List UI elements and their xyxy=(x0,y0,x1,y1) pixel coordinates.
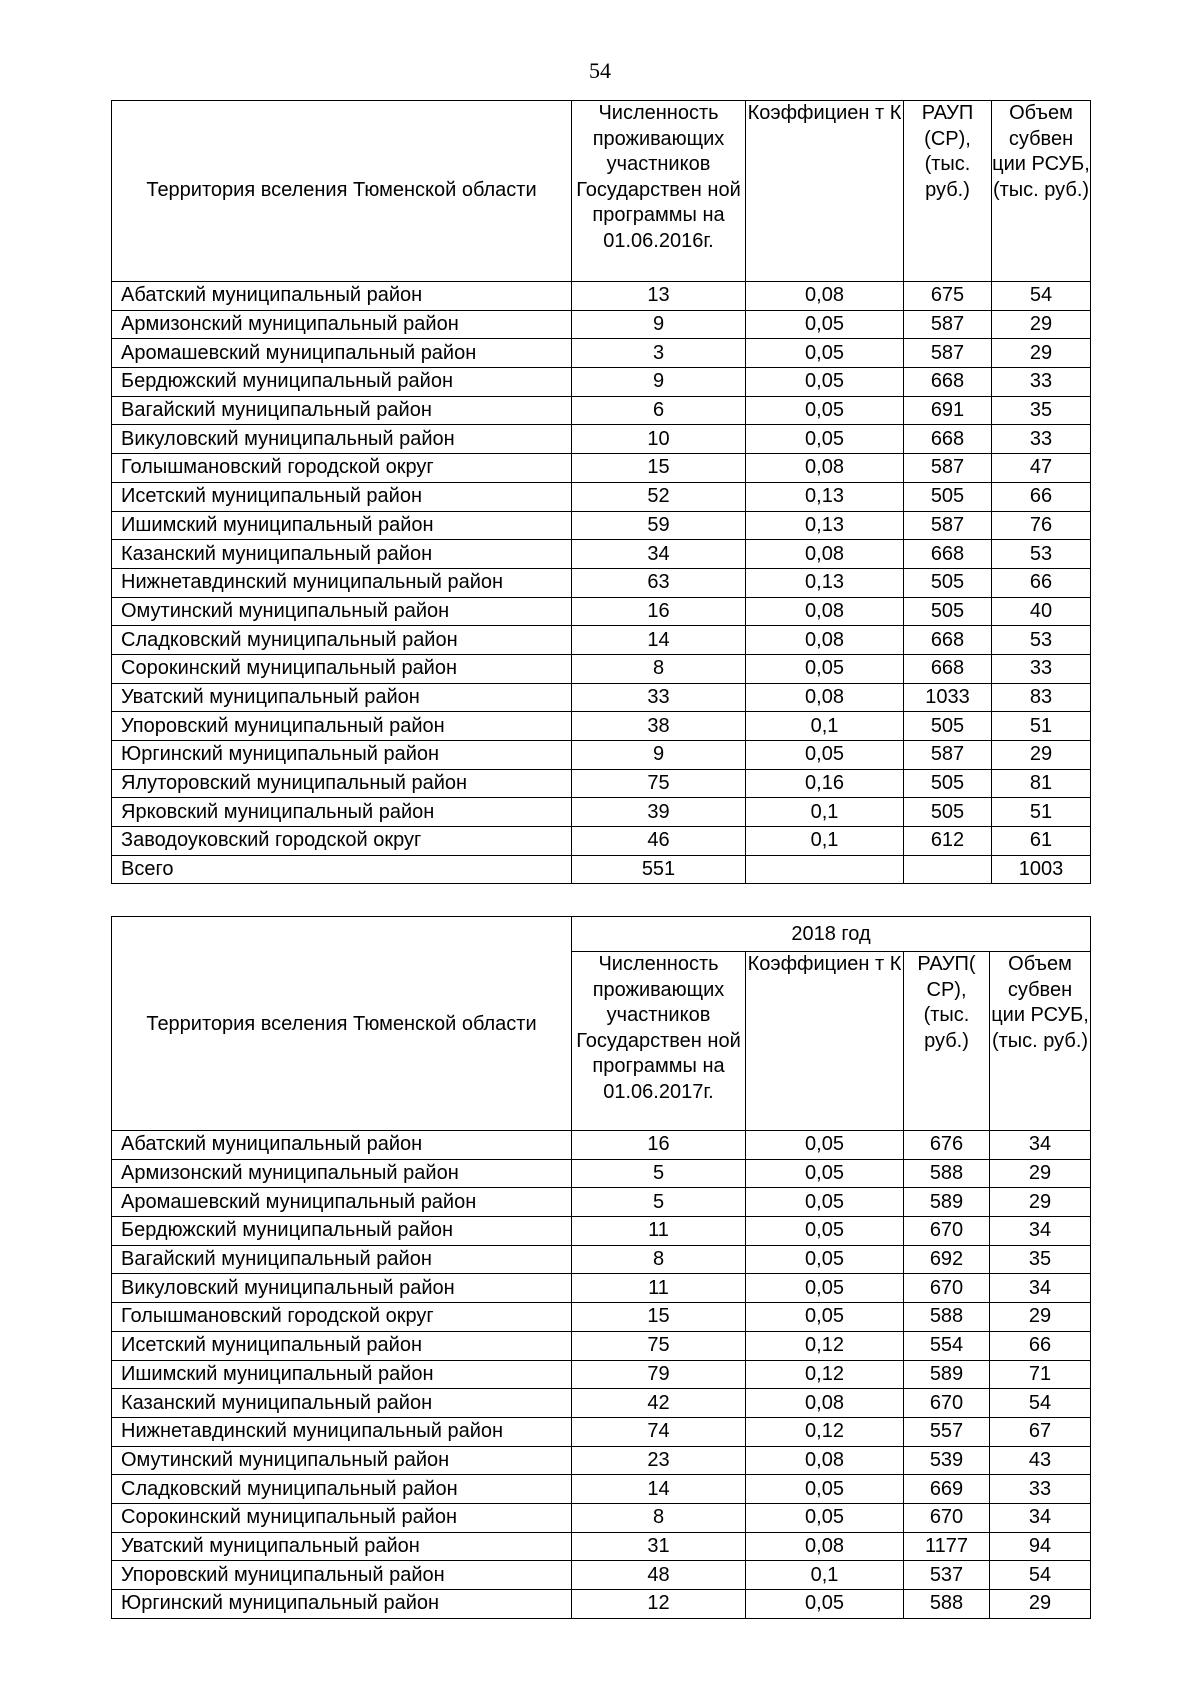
subvention-volume-cell: 33 xyxy=(992,654,1091,683)
raup-cell: 589 xyxy=(904,1360,990,1389)
table-row xyxy=(112,1245,1091,1274)
subvention-volume-cell: 29 xyxy=(992,339,1091,368)
coefficient-cell: 0,08 xyxy=(746,626,904,655)
table-row xyxy=(112,855,1091,884)
subvention-volume-cell: 29 xyxy=(992,741,1091,770)
coefficient-cell: 0,16 xyxy=(746,769,904,798)
coefficient-cell: 0,05 xyxy=(746,396,904,425)
table-row xyxy=(112,1159,1091,1188)
header-territory: Территория вселения Тюменской области xyxy=(112,917,572,1131)
header-raup: РАУП( СР), (тыс. руб.) xyxy=(904,952,990,1131)
header-raup: РАУП (СР), (тыс. руб.) xyxy=(904,101,992,282)
table-row xyxy=(112,310,1091,339)
raup-cell: 587 xyxy=(904,741,992,770)
participant-count-cell: 34 xyxy=(572,540,746,569)
raup-cell: 587 xyxy=(904,454,992,483)
coefficient-cell: 0,05 xyxy=(746,1274,904,1303)
territory-cell: Нижнетавдинский муниципальный район xyxy=(112,1417,572,1446)
coefficient-cell: 0,12 xyxy=(746,1331,904,1360)
coefficient-cell: 0,08 xyxy=(746,1532,904,1561)
territory-cell: Упоровский муниципальный район xyxy=(112,712,572,741)
subvention-table-2018 xyxy=(111,916,1091,1619)
table-row xyxy=(112,1446,1091,1475)
table-row xyxy=(112,396,1091,425)
table-body xyxy=(112,282,1091,884)
participant-count-cell: 15 xyxy=(572,454,746,483)
subvention-volume-cell: 66 xyxy=(990,1331,1091,1360)
subvention-volume-cell: 1003 xyxy=(992,855,1091,884)
table-row xyxy=(112,482,1091,511)
participant-count-cell: 6 xyxy=(572,396,746,425)
coefficient-cell: 0,05 xyxy=(746,1475,904,1504)
coefficient-cell: 0,08 xyxy=(746,1389,904,1418)
coefficient-cell: 0,1 xyxy=(746,712,904,741)
raup-cell: 676 xyxy=(904,1131,990,1160)
territory-cell: Исетский муниципальный район xyxy=(112,482,572,511)
participant-count-cell: 16 xyxy=(572,597,746,626)
territory-cell: Ишимский муниципальный район xyxy=(112,511,572,540)
coefficient-cell: 0,08 xyxy=(746,683,904,712)
subvention-volume-cell: 54 xyxy=(992,282,1091,311)
territory-cell: Сладковский муниципальный район xyxy=(112,1475,572,1504)
header-year: 2018 год xyxy=(572,917,1091,952)
table-row xyxy=(112,1532,1091,1561)
table-row xyxy=(112,741,1091,770)
subvention-volume-cell: 47 xyxy=(992,454,1091,483)
coefficient-cell: 0,05 xyxy=(746,1303,904,1332)
year-header-row xyxy=(112,917,1091,952)
table-row xyxy=(112,769,1091,798)
coefficient-cell: 0,05 xyxy=(746,1131,904,1160)
coefficient-cell xyxy=(746,855,904,884)
subvention-volume-cell: 61 xyxy=(992,827,1091,856)
participant-count-cell: 551 xyxy=(572,855,746,884)
subvention-volume-cell: 83 xyxy=(992,683,1091,712)
participant-count-cell: 79 xyxy=(572,1360,746,1389)
raup-cell: 668 xyxy=(904,626,992,655)
raup-cell: 505 xyxy=(904,482,992,511)
coefficient-cell: 0,08 xyxy=(746,540,904,569)
participant-count-cell: 74 xyxy=(572,1417,746,1446)
coefficient-cell: 0,12 xyxy=(746,1417,904,1446)
subvention-volume-cell: 40 xyxy=(992,597,1091,626)
raup-cell: 668 xyxy=(904,654,992,683)
raup-cell: 589 xyxy=(904,1188,990,1217)
raup-cell: 554 xyxy=(904,1331,990,1360)
header-subvention-volume: Объем субвен ции РСУБ, (тыс. руб.) xyxy=(990,952,1091,1131)
table-row xyxy=(112,683,1091,712)
participant-count-cell: 16 xyxy=(572,1131,746,1160)
table-row xyxy=(112,568,1091,597)
coefficient-cell: 0,05 xyxy=(746,654,904,683)
table-row xyxy=(112,1503,1091,1532)
coefficient-cell: 0,05 xyxy=(746,1159,904,1188)
subvention-volume-cell: 33 xyxy=(992,368,1091,397)
subvention-volume-cell: 54 xyxy=(990,1561,1091,1590)
territory-cell: Заводоуковский городской округ xyxy=(112,827,572,856)
territory-cell: Бердюжский муниципальный район xyxy=(112,1217,572,1246)
raup-cell: 668 xyxy=(904,368,992,397)
table-row xyxy=(112,368,1091,397)
participant-count-cell: 42 xyxy=(572,1389,746,1418)
participant-count-cell: 8 xyxy=(572,1503,746,1532)
raup-cell: 670 xyxy=(904,1389,990,1418)
table-row xyxy=(112,1331,1091,1360)
coefficient-cell: 0,1 xyxy=(746,827,904,856)
participant-count-cell: 14 xyxy=(572,626,746,655)
raup-cell: 692 xyxy=(904,1245,990,1274)
subvention-volume-cell: 29 xyxy=(992,310,1091,339)
territory-cell: Нижнетавдинский муниципальный район xyxy=(112,568,572,597)
raup-cell: 588 xyxy=(904,1303,990,1332)
raup-cell: 587 xyxy=(904,511,992,540)
table-row xyxy=(112,1131,1091,1160)
participant-count-cell: 39 xyxy=(572,798,746,827)
coefficient-cell: 0,12 xyxy=(746,1360,904,1389)
coefficient-cell: 0,05 xyxy=(746,339,904,368)
territory-cell: Абатский муниципальный район xyxy=(112,282,572,311)
subvention-volume-cell: 94 xyxy=(990,1532,1091,1561)
participant-count-cell: 52 xyxy=(572,482,746,511)
raup-cell: 670 xyxy=(904,1274,990,1303)
subvention-volume-cell: 34 xyxy=(990,1503,1091,1532)
subvention-volume-cell: 81 xyxy=(992,769,1091,798)
territory-cell: Упоровский муниципальный район xyxy=(112,1561,572,1590)
territory-cell: Аромашевский муниципальный район xyxy=(112,1188,572,1217)
coefficient-cell: 0,05 xyxy=(746,1188,904,1217)
territory-cell: Исетский муниципальный район xyxy=(112,1331,572,1360)
territory-cell: Казанский муниципальный район xyxy=(112,540,572,569)
table-row xyxy=(112,1475,1091,1504)
territory-cell: Голышмановский городской округ xyxy=(112,1303,572,1332)
coefficient-cell: 0,1 xyxy=(746,798,904,827)
raup-cell: 612 xyxy=(904,827,992,856)
coefficient-cell: 0,05 xyxy=(746,1503,904,1532)
header-participant-count: Численность проживающих участников Государствен ной программы на 01.06.2017г. xyxy=(572,952,746,1131)
territory-cell: Казанский муниципальный район xyxy=(112,1389,572,1418)
participant-count-cell: 48 xyxy=(572,1561,746,1590)
coefficient-cell: 0,05 xyxy=(746,741,904,770)
participant-count-cell: 23 xyxy=(572,1446,746,1475)
raup-cell: 537 xyxy=(904,1561,990,1590)
territory-cell: Омутинский муниципальный район xyxy=(112,597,572,626)
subvention-volume-cell: 29 xyxy=(990,1303,1091,1332)
table-row xyxy=(112,1188,1091,1217)
table-row xyxy=(112,540,1091,569)
territory-cell: Уватский муниципальный район xyxy=(112,683,572,712)
coefficient-cell: 0,05 xyxy=(746,310,904,339)
participant-count-cell: 8 xyxy=(572,1245,746,1274)
table-row xyxy=(112,1360,1091,1389)
participant-count-cell: 59 xyxy=(572,511,746,540)
territory-cell: Вагайский муниципальный район xyxy=(112,1245,572,1274)
territory-cell: Юргинский муниципальный район xyxy=(112,741,572,770)
territory-cell: Всего xyxy=(112,855,572,884)
territory-cell: Армизонский муниципальный район xyxy=(112,310,572,339)
territory-cell: Викуловский муниципальный район xyxy=(112,425,572,454)
raup-cell xyxy=(904,855,992,884)
raup-cell: 505 xyxy=(904,769,992,798)
table-row xyxy=(112,1217,1091,1246)
territory-cell: Сорокинский муниципальный район xyxy=(112,1503,572,1532)
subvention-volume-cell: 33 xyxy=(990,1475,1091,1504)
territory-cell: Сорокинский муниципальный район xyxy=(112,654,572,683)
participant-count-cell: 9 xyxy=(572,368,746,397)
subvention-volume-cell: 34 xyxy=(990,1217,1091,1246)
subvention-volume-cell: 29 xyxy=(990,1159,1091,1188)
table-header-row xyxy=(112,101,1091,282)
subvention-volume-cell: 29 xyxy=(990,1188,1091,1217)
table-row xyxy=(112,597,1091,626)
coefficient-cell: 0,08 xyxy=(746,454,904,483)
table-row xyxy=(112,712,1091,741)
raup-cell: 587 xyxy=(904,339,992,368)
table-row xyxy=(112,626,1091,655)
territory-cell: Ярковский муниципальный район xyxy=(112,798,572,827)
territory-cell: Аромашевский муниципальный район xyxy=(112,339,572,368)
raup-cell: 587 xyxy=(904,310,992,339)
subvention-volume-cell: 29 xyxy=(990,1590,1091,1619)
raup-cell: 669 xyxy=(904,1475,990,1504)
participant-count-cell: 46 xyxy=(572,827,746,856)
territory-cell: Уватский муниципальный район xyxy=(112,1532,572,1561)
subvention-volume-cell: 53 xyxy=(992,540,1091,569)
table-row xyxy=(112,1389,1091,1418)
raup-cell: 675 xyxy=(904,282,992,311)
territory-cell: Абатский муниципальный район xyxy=(112,1131,572,1160)
participant-count-cell: 75 xyxy=(572,1331,746,1360)
table-row xyxy=(112,654,1091,683)
subvention-volume-cell: 35 xyxy=(992,396,1091,425)
table-row xyxy=(112,827,1091,856)
raup-cell: 1033 xyxy=(904,683,992,712)
subvention-volume-cell: 66 xyxy=(992,568,1091,597)
subvention-volume-cell: 53 xyxy=(992,626,1091,655)
raup-cell: 691 xyxy=(904,396,992,425)
participant-count-cell: 10 xyxy=(572,425,746,454)
coefficient-cell: 0,05 xyxy=(746,1217,904,1246)
participant-count-cell: 9 xyxy=(572,741,746,770)
territory-cell: Омутинский муниципальный район xyxy=(112,1446,572,1475)
participant-count-cell: 9 xyxy=(572,310,746,339)
coefficient-cell: 0,13 xyxy=(746,482,904,511)
table-row xyxy=(112,1417,1091,1446)
table-row xyxy=(112,454,1091,483)
subvention-volume-cell: 54 xyxy=(990,1389,1091,1418)
table-row xyxy=(112,339,1091,368)
table-row xyxy=(112,1590,1091,1619)
coefficient-cell: 0,08 xyxy=(746,597,904,626)
participant-count-cell: 8 xyxy=(572,654,746,683)
table-row xyxy=(112,511,1091,540)
coefficient-cell: 0,05 xyxy=(746,1245,904,1274)
coefficient-cell: 0,05 xyxy=(746,425,904,454)
territory-cell: Армизонский муниципальный район xyxy=(112,1159,572,1188)
subvention-volume-cell: 34 xyxy=(990,1131,1091,1160)
participant-count-cell: 33 xyxy=(572,683,746,712)
subvention-volume-cell: 33 xyxy=(992,425,1091,454)
territory-cell: Вагайский муниципальный район xyxy=(112,396,572,425)
subvention-volume-cell: 71 xyxy=(990,1360,1091,1389)
participant-count-cell: 5 xyxy=(572,1159,746,1188)
territory-cell: Юргинский муниципальный район xyxy=(112,1590,572,1619)
raup-cell: 505 xyxy=(904,798,992,827)
participant-count-cell: 3 xyxy=(572,339,746,368)
coefficient-cell: 0,05 xyxy=(746,368,904,397)
coefficient-cell: 0,08 xyxy=(746,282,904,311)
table-row xyxy=(112,1303,1091,1332)
participant-count-cell: 38 xyxy=(572,712,746,741)
table-row xyxy=(112,425,1091,454)
subvention-volume-cell: 76 xyxy=(992,511,1091,540)
coefficient-cell: 0,13 xyxy=(746,511,904,540)
table-row xyxy=(112,1274,1091,1303)
subvention-volume-cell: 51 xyxy=(992,712,1091,741)
participant-count-cell: 5 xyxy=(572,1188,746,1217)
raup-cell: 1177 xyxy=(904,1532,990,1561)
coefficient-cell: 0,1 xyxy=(746,1561,904,1590)
table-row xyxy=(112,282,1091,311)
coefficient-cell: 0,13 xyxy=(746,568,904,597)
raup-cell: 588 xyxy=(904,1159,990,1188)
raup-cell: 539 xyxy=(904,1446,990,1475)
header-coefficient: Коэффициен т К xyxy=(746,101,904,282)
subvention-volume-cell: 67 xyxy=(990,1417,1091,1446)
page-number: 54 xyxy=(589,58,611,83)
participant-count-cell: 75 xyxy=(572,769,746,798)
participant-count-cell: 11 xyxy=(572,1274,746,1303)
subvention-table-2016 xyxy=(111,100,1091,884)
header-participant-count: Численность проживающих участников Государствен ной программы на 01.06.2016г. xyxy=(572,101,746,282)
territory-cell: Викуловский муниципальный район xyxy=(112,1274,572,1303)
header-coefficient: Коэффициен т К xyxy=(746,952,904,1131)
participant-count-cell: 15 xyxy=(572,1303,746,1332)
table-row xyxy=(112,798,1091,827)
raup-cell: 505 xyxy=(904,712,992,741)
territory-cell: Голышмановский городской округ xyxy=(112,454,572,483)
raup-cell: 670 xyxy=(904,1217,990,1246)
participant-count-cell: 14 xyxy=(572,1475,746,1504)
participant-count-cell: 31 xyxy=(572,1532,746,1561)
coefficient-cell: 0,05 xyxy=(746,1590,904,1619)
subvention-volume-cell: 66 xyxy=(992,482,1091,511)
raup-cell: 505 xyxy=(904,568,992,597)
raup-cell: 505 xyxy=(904,597,992,626)
raup-cell: 668 xyxy=(904,540,992,569)
header-territory: Территория вселения Тюменской области xyxy=(112,101,572,282)
subvention-volume-cell: 34 xyxy=(990,1274,1091,1303)
territory-cell: Ишимский муниципальный район xyxy=(112,1360,572,1389)
subvention-volume-cell: 43 xyxy=(990,1446,1091,1475)
table-body xyxy=(112,1131,1091,1619)
header-subvention-volume: Объем субвен ции РСУБ, (тыс. руб.) xyxy=(992,101,1091,282)
raup-cell: 670 xyxy=(904,1503,990,1532)
raup-cell: 557 xyxy=(904,1417,990,1446)
participant-count-cell: 13 xyxy=(572,282,746,311)
territory-cell: Ялуторовский муниципальный район xyxy=(112,769,572,798)
territory-cell: Бердюжский муниципальный район xyxy=(112,368,572,397)
coefficient-cell: 0,08 xyxy=(746,1446,904,1475)
raup-cell: 668 xyxy=(904,425,992,454)
participant-count-cell: 11 xyxy=(572,1217,746,1246)
subvention-volume-cell: 35 xyxy=(990,1245,1091,1274)
participant-count-cell: 12 xyxy=(572,1590,746,1619)
subvention-volume-cell: 51 xyxy=(992,798,1091,827)
participant-count-cell: 63 xyxy=(572,568,746,597)
territory-cell: Сладковский муниципальный район xyxy=(112,626,572,655)
raup-cell: 588 xyxy=(904,1590,990,1619)
table-row xyxy=(112,1561,1091,1590)
